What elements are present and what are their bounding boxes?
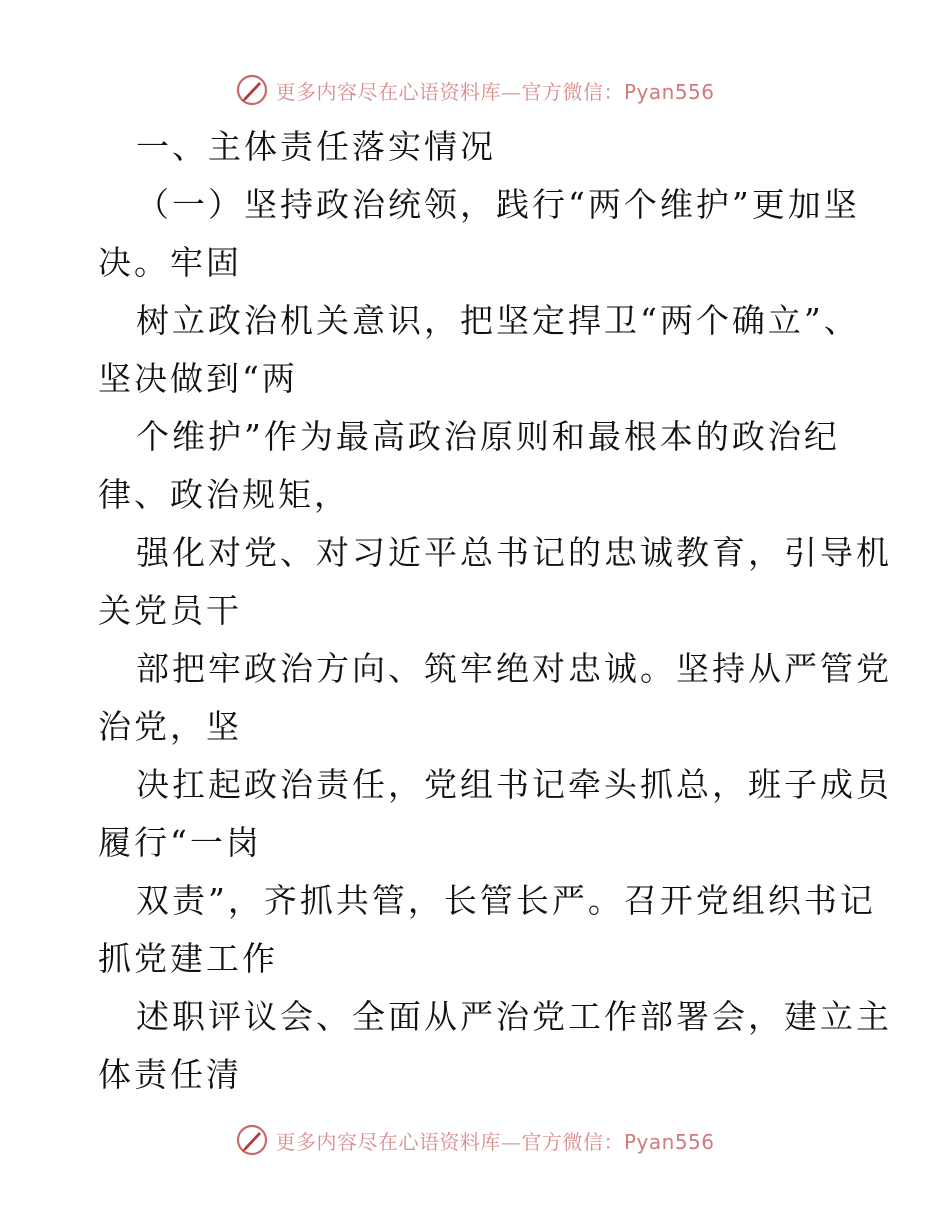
text-line: 个维护”作为最高政治原则和最根本的政治纪 bbox=[136, 417, 840, 456]
text-line: 体责任清 bbox=[98, 1055, 242, 1094]
quill-pen-logo-icon bbox=[235, 73, 269, 107]
text-line: 律、政治规矩， bbox=[98, 475, 350, 514]
banner-wechat-id: Pyan556 bbox=[623, 1129, 715, 1154]
banner-wechat-label: 官方微信： bbox=[521, 79, 624, 104]
banner-text bbox=[275, 1126, 714, 1155]
text-line: 强化对党、对习近平总书记的忠诚教育，引导机 bbox=[136, 533, 892, 572]
subsection-heading: （一）坚持政治统领，践行“两个维护”更加坚 bbox=[136, 185, 860, 224]
text-line: 履行“一岗 bbox=[98, 823, 262, 862]
text-line: 双责”，齐抓共管，长管长严。召开党组织书记 bbox=[136, 881, 876, 920]
section-heading: 一、主体责任落实情况 bbox=[136, 127, 496, 166]
text-line: 部把牢政治方向、筑牢绝对忠诚。坚持从严管党 bbox=[136, 649, 892, 688]
banner-wechat-label: 官方微信： bbox=[521, 1129, 624, 1154]
banner-separator: — bbox=[500, 79, 522, 104]
text-line: 述职评议会、全面从严治党工作部署会，建立主 bbox=[136, 997, 892, 1036]
text-line: 抓党建工作 bbox=[98, 939, 278, 978]
footer-banner bbox=[0, 1118, 950, 1162]
text-line: 决扛起政治责任，党组书记牵头抓总，班子成员 bbox=[136, 765, 892, 804]
text-line: 治党，坚 bbox=[98, 707, 242, 746]
header-banner bbox=[0, 68, 950, 112]
banner-separator: — bbox=[500, 1129, 522, 1154]
text-line: 关党员干 bbox=[98, 591, 242, 630]
text-line: 决。牢固 bbox=[98, 243, 242, 282]
text-line: 树立政治机关意识，把坚定捍卫“两个确立”、 bbox=[136, 301, 860, 340]
banner-text bbox=[275, 76, 714, 105]
banner-wechat-id: Pyan556 bbox=[623, 79, 715, 104]
banner-site-text: 更多内容尽在心语资料库 bbox=[275, 1129, 501, 1154]
text-line: 坚决做到“两 bbox=[98, 359, 298, 398]
document-body bbox=[98, 118, 892, 1104]
banner-site-text: 更多内容尽在心语资料库 bbox=[275, 79, 501, 104]
quill-pen-logo-icon bbox=[235, 1123, 269, 1157]
